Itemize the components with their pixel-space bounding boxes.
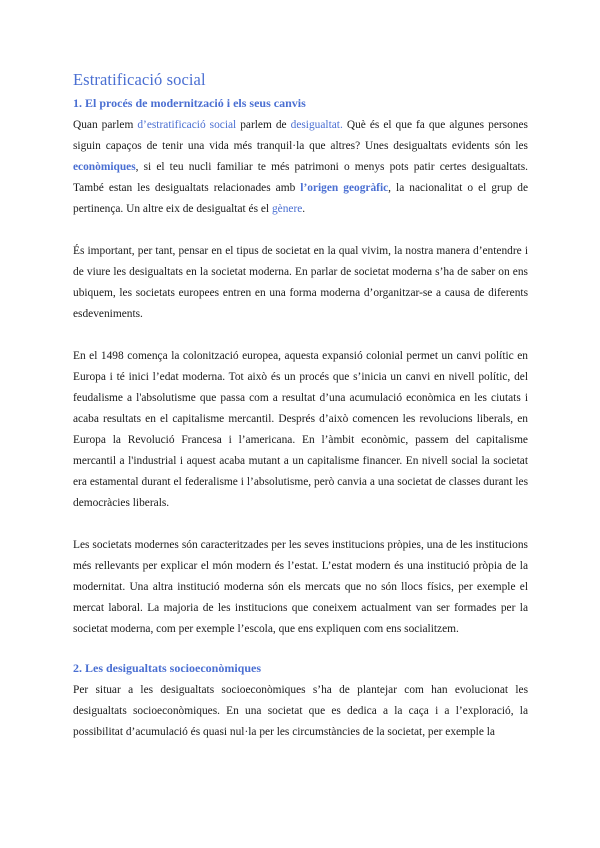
paragraph-5: Per situar a les desigualtats socioeconòmiques s’ha de plantejar com han evolucionat les desigualtats socioeconòmiques. En una societat que es dedica a la caça i a l’exploració, la possibilitat d’acumulació és quasi nul·la per les circumstàncies de la societat, per exemple la [73, 684, 528, 738]
paragraph-1 [73, 115, 528, 220]
paragraph-1-text: , si el teu nucli familiar te més patrimoni o menys pots patir certes desigualtats. També estan les desigualtats relacionades amb [73, 161, 528, 194]
paragraph-1-text: , la nacionalitat o el grup de pertinença. Un altre eix de desigualtat és el [73, 182, 528, 215]
paragraph-spacer [73, 640, 528, 661]
paragraph-1-text: Què és el que fa que algunes persones siguin capaços de tenir una vida més tranquil·la que altres? Unes desigualtats evidents són les [73, 119, 528, 152]
keyword-desigualtat: desigualtat. [290, 119, 343, 131]
paragraph-1-text: Quan parlem [73, 119, 138, 131]
keyword-estratificacio: d’estratificació social [137, 119, 237, 131]
document-body [73, 70, 528, 743]
paragraph-4: Les societats modernes són caracteritzades per les seves institucions pròpies, una de les institucions més rellevants per explicar el món modern és l’estat. L’estat modern és una institució pròpia de la modernitat. Una altra institució moderna són els mercats que no són llocs físics, per exemple el mercat laboral. La majoria de les institucions que coneixem actualment van ser formades per la societat moderna, com per exemple l’escola, que ens expliquen com ens socialitzem. [73, 539, 528, 635]
paragraph-1-text: parlem de [236, 119, 291, 131]
keyword-economiques: econòmiques [73, 161, 136, 173]
paragraph-2: És important, per tant, pensar en el tipus de societat en la qual vivim, la nostra manera d’entendre i de viure les desigualtats en la societat moderna. En parlar de societat moderna s’ha de saber on ens ubiquem, les societats europees entren en una forma moderna d’organitzar-se a causa de diferents esdeveniments. [73, 245, 528, 320]
paragraph-3: En el 1498 comença la colonització europea, aquesta expansió colonial permet un canvi polític en Europa i té inici l’edat moderna. Tot això és un procés que s’inicia un canvi en nivell polític, del feudalisme a l'absolutisme que passa com a resultat d’una acumulació econòmica en les ciutats i acaba resultats en el capitalisme mercantil. Després d’això comencen les revolucions liberals, en Europa la Revolució Francesa i l’americana. En l’àmbit econòmic, passem del capitalisme mercantil a l'industrial i aquest acaba mutant a un capitalisme financer. En nivell social la societat era estamental durant el federalisme i l’absolutisme, però canvia a una societat de classes durant les democràcies liberals. [73, 350, 528, 509]
section-heading-2: 2. Les desigualtats socioeconòmiques [73, 661, 262, 675]
paragraph-spacer [73, 325, 528, 346]
keyword-origen-geografic: l’origen geogràfic [300, 182, 389, 194]
page-title: Estratificació social [73, 70, 206, 89]
paragraph-1-text: . [302, 203, 306, 215]
section-heading-1: 1. El procés de modernització i els seus canvis [73, 96, 306, 110]
paragraph-spacer [73, 220, 528, 241]
paragraph-spacer [73, 514, 528, 535]
keyword-genere: gènere [271, 203, 303, 215]
